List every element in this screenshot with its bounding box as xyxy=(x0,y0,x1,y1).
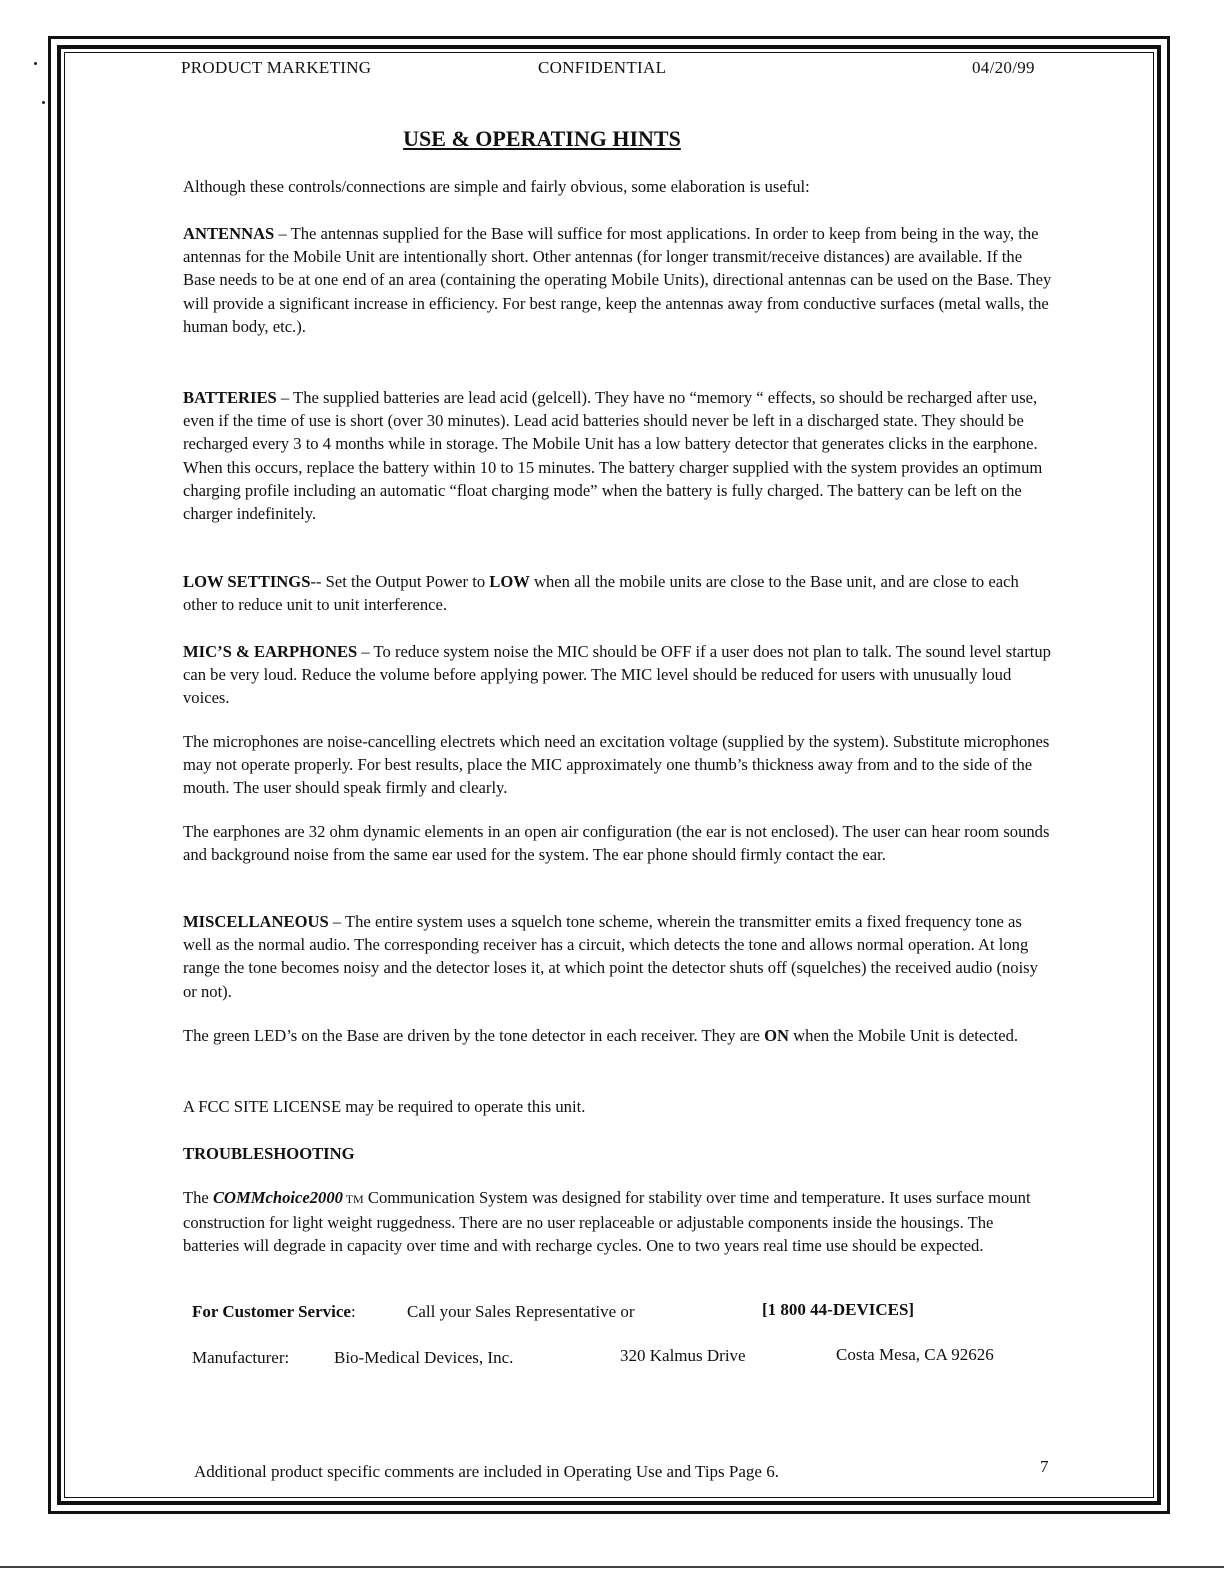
trademark-symbol: TM xyxy=(342,1192,364,1206)
mics-paragraph xyxy=(183,640,1053,710)
antennas-label: ANTENNAS xyxy=(183,224,275,243)
microphones-paragraph: The microphones are noise-cancelling electrets which need an excitation voltage (supplied by the system). Substitute microphones may not operate properly. For best results, place the MIC approximately one thumb’s thickness away from and to the side of the mouth. The user should speak firmly and clearly. xyxy=(183,732,1050,798)
fcc-paragraph: A FCC SITE LICENSE may be required to operate this unit. xyxy=(183,1097,586,1116)
leds-text-b: when the Mobile Unit is detected. xyxy=(789,1026,1019,1045)
batteries-paragraph xyxy=(183,386,1053,525)
troubleshooting-text-b: Communication System was designed for stability over time and temperature. It uses surface mount construction for light weight ruggedness. There are no user replaceable or adjustable components inside the housings. The batteries will degrade in capacity over time and with recharge cycles. One to two years real time use should be expected. xyxy=(183,1188,1031,1256)
low-word: LOW xyxy=(489,572,530,591)
leds-text-a: The green LED’s on the Base are driven by the tone detector in each receiver. They are xyxy=(183,1026,765,1045)
page-title: USE & OPERATING HINTS xyxy=(403,126,681,151)
low-settings-text-b: when all the mobile units are close to the Base unit, and are close to each other to reduce unit to unit interference. xyxy=(183,572,1019,615)
antennas-text: – The antennas supplied for the Base will suffice for most applications. In order to keep from being in the way, the antennas for the Mobile Unit are intentionally short. Other antennas (for longer transmit/receive distances) are available. If the Base needs to be at one end of an area (containing the operating Mobile Units), directional antennas can be used on the Base. They will provide a significant increase in efficiency. For best range, keep the antennas away from conductive surfaces (metal walls, the human body, etc.). xyxy=(183,224,1052,336)
mics-text: – To reduce system noise the MIC should be OFF if a user does not plan to talk. The sound level startup can be very loud. Reduce the volume before applying power. The MIC level should be reduced for users with unusually loud voices. xyxy=(183,642,1051,708)
manufacturer-street: 320 Kalmus Drive xyxy=(620,1346,746,1365)
page-number: 7 xyxy=(1040,1457,1049,1476)
customer-service-row xyxy=(192,1302,356,1322)
header-date: 04/20/99 xyxy=(972,58,1035,77)
header-department: PRODUCT MARKETING xyxy=(181,58,372,77)
troubleshooting-heading: TROUBLESHOOTING xyxy=(183,1144,355,1163)
low-settings-paragraph xyxy=(183,570,1053,616)
manufacturer-label: Manufacturer: xyxy=(192,1348,290,1367)
troubleshooting-text-a: The xyxy=(183,1188,213,1207)
misc-text: – The entire system uses a squelch tone scheme, wherein the transmitter emits a fixed frequency tone as well as the normal audio. The corresponding receiver has a circuit, which detects the tone and allows normal operation. At long range the tone becomes noisy and the detector loses it, at which point the detector shuts off (squelches) the received audio (noisy or not). xyxy=(183,912,1038,1001)
customer-service-phone: [1 800 44-DEVICES] xyxy=(762,1300,915,1319)
scan-edge-line xyxy=(0,1566,1224,1568)
customer-service-colon: : xyxy=(350,1302,356,1321)
header-confidential: CONFIDENTIAL xyxy=(538,58,667,77)
misc-label: MISCELLANEOUS xyxy=(183,912,329,931)
mics-label: MIC’S & EARPHONES xyxy=(183,642,358,661)
batteries-label: BATTERIES xyxy=(183,388,277,407)
troubleshooting-paragraph xyxy=(183,1186,1053,1258)
batteries-text: – The supplied batteries are lead acid (gelcell). They have no “memory “ effects, so should be recharged after use, even if the time of use is short (over 30 minutes). Lead acid batteries should never be left in a discharged state. They should be recharged every 3 to 4 months while in storage. The Mobile Unit has a low battery detector that generates clicks in the earphone. When this occurs, replace the battery within 10 to 15 minutes. The battery charger supplied with the system provides an optimum charging profile including an automatic “float charging mode” when the battery is fully charged. The battery can be left on the charger indefinitely. xyxy=(183,388,1043,524)
low-settings-label: LOW SETTINGS xyxy=(183,572,311,591)
customer-service-label: For Customer Service xyxy=(192,1302,351,1321)
low-settings-text-a: -- Set the Output Power to xyxy=(310,572,490,591)
scan-speck xyxy=(42,101,45,104)
scan-speck xyxy=(34,62,37,65)
footer-note: Additional product specific comments are included in Operating Use and Tips Page 6. xyxy=(194,1462,779,1481)
earphones-paragraph: The earphones are 32 ohm dynamic elements in an open air configuration (the ear is not enclosed). The user can hear room sounds and background noise from the same ear used for the system. The ear phone should firmly contact the ear. xyxy=(183,822,1050,865)
on-word: ON xyxy=(764,1026,790,1045)
intro-paragraph: Although these controls/connections are simple and fairly obvious, some elaboration is useful: xyxy=(183,177,810,196)
manufacturer-city: Costa Mesa, CA 92626 xyxy=(836,1345,994,1364)
misc-paragraph xyxy=(183,910,1053,1003)
manufacturer-name: Bio-Medical Devices, Inc. xyxy=(334,1348,514,1367)
customer-service-text: Call your Sales Representative or xyxy=(407,1302,635,1321)
antennas-paragraph xyxy=(183,222,1053,338)
leds-paragraph xyxy=(183,1024,1053,1047)
product-name: COMMchoice2000 xyxy=(212,1188,343,1207)
